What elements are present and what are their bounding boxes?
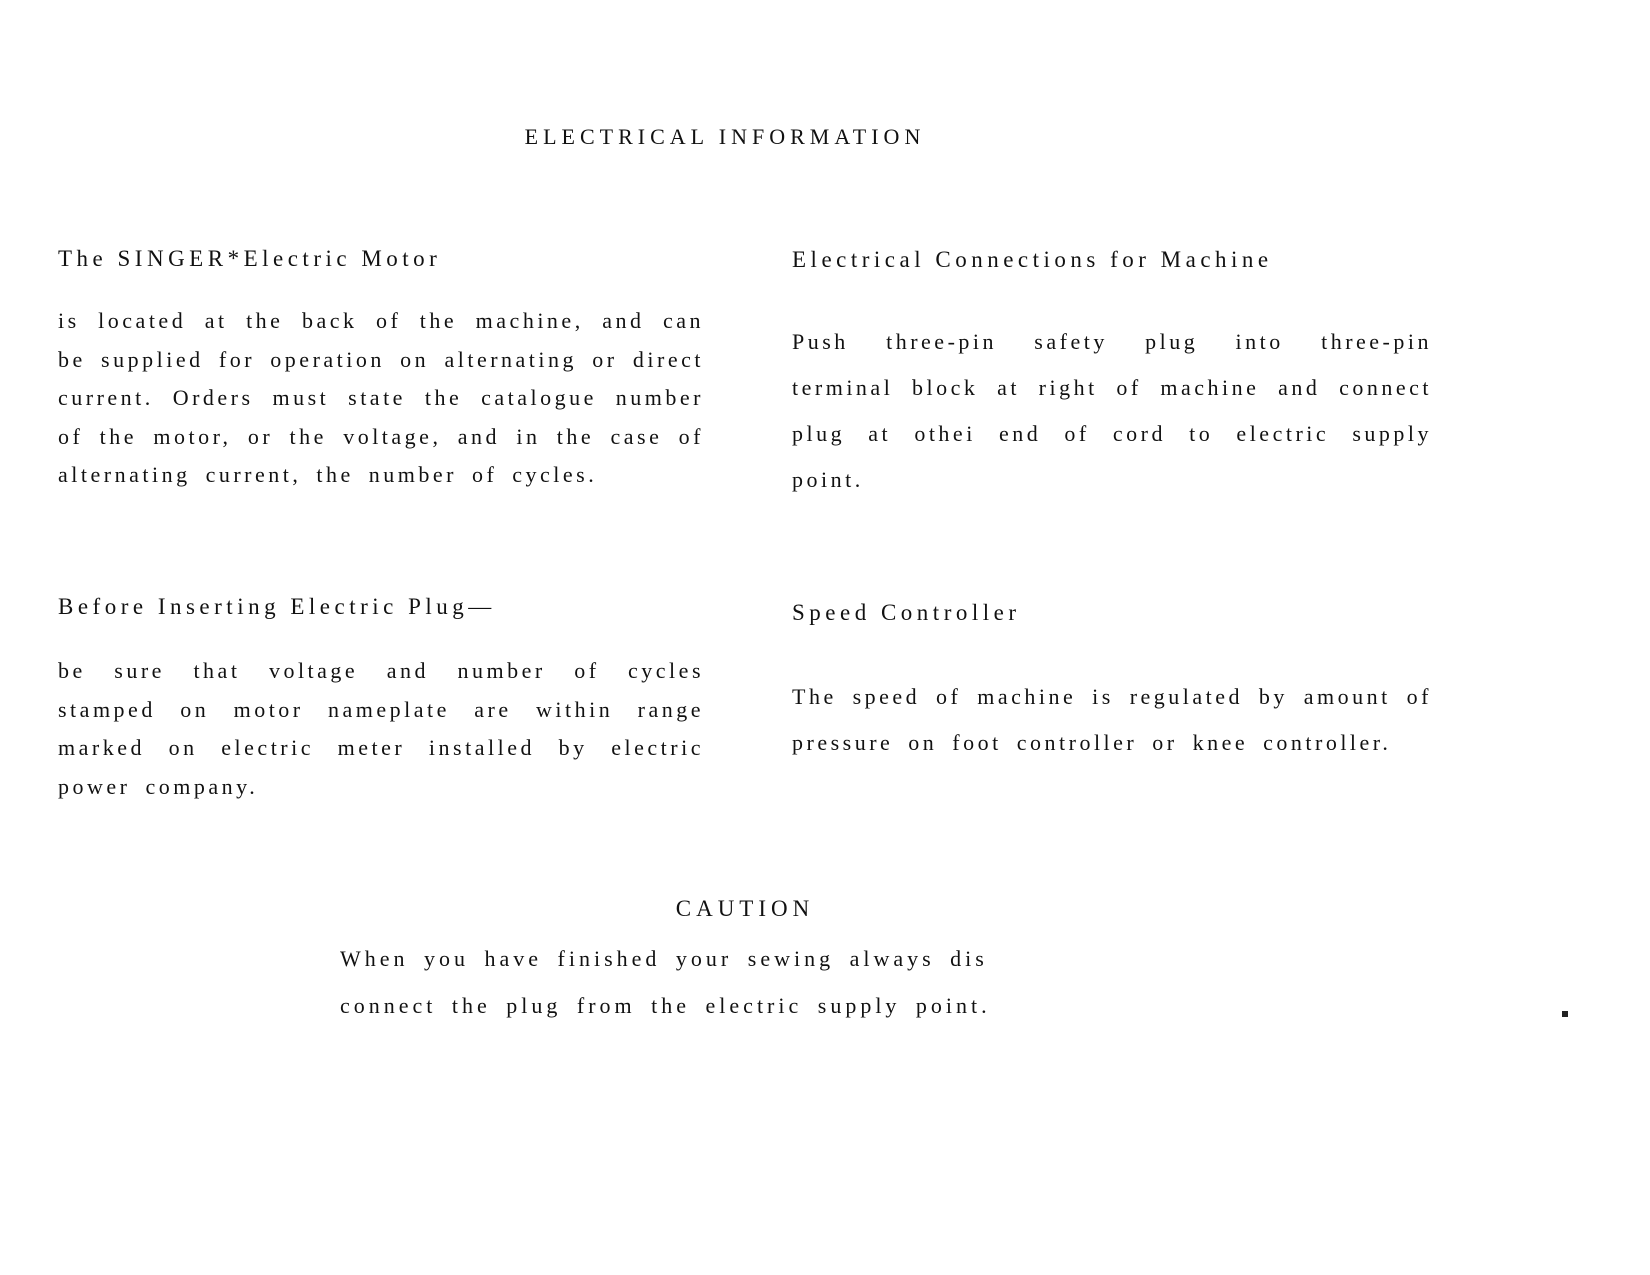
connections-paragraph: Push three-pin safety plug into three-pin terminal block at right of machine and connect plug at othei end of cord to electric supply point. (792, 329, 1432, 492)
speed-controller-paragraph: The speed of machine is regulated by amount of pressure on foot controller or knee controller. (792, 684, 1432, 755)
before-plug-paragraph: be sure that voltage and number of cycles stamped on motor nameplate are within range marked on electric meter installed by electric power company. (58, 658, 704, 799)
scan-mark (1562, 1011, 1568, 1017)
page-title: ELECTRICAL INFORMATION (524, 124, 926, 149)
motor-paragraph: is located at the back of the machine, and can be supplied for operation on alternating or direct current. Orders must state the catalogue number of the motor, or the voltage, and in the case of alternating current, the number of cycles. (58, 308, 704, 487)
caution-paragraph: When you have finished your sewing always dis connect the plug from the electric supply point. (340, 946, 991, 1018)
speed-controller-heading: Speed Controller (792, 600, 1021, 625)
before-plug-heading: Before Inserting Electric Plug— (58, 594, 496, 619)
caution-heading: CAUTION (675, 896, 815, 921)
motor-heading: The SINGER*Electric Motor (58, 246, 442, 271)
connections-heading: Electrical Connections for Machine (792, 247, 1273, 272)
